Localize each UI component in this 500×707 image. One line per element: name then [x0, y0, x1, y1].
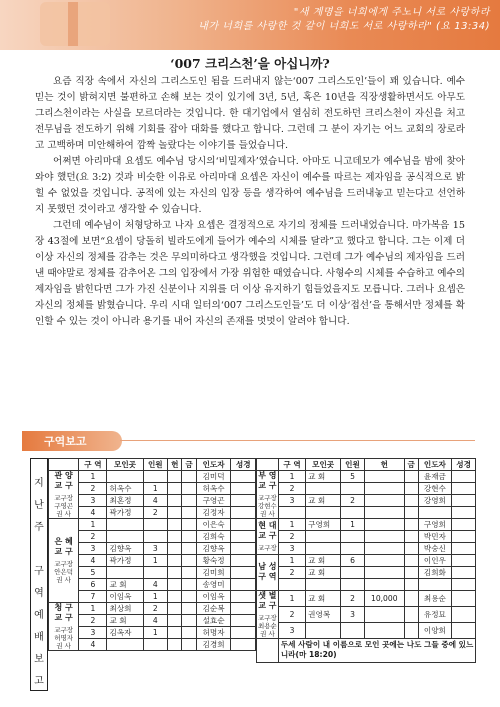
- table-row: [49, 555, 256, 567]
- table-cell: [182, 495, 196, 507]
- table-cell: [364, 567, 404, 579]
- table-cell: 5: [79, 567, 107, 579]
- table-cell: 7: [79, 591, 107, 603]
- table-cell: 곽가정: [107, 507, 143, 519]
- table-cell: [452, 507, 476, 519]
- table-cell: [364, 471, 404, 483]
- table-cell: [404, 567, 418, 579]
- table-row: [49, 519, 256, 531]
- table-cell: 2: [341, 495, 365, 507]
- table-row: [257, 579, 476, 591]
- table-cell: [306, 579, 341, 591]
- table-header-cell: 금: [182, 459, 196, 471]
- table-cell: [182, 483, 196, 495]
- table-cell: [364, 495, 404, 507]
- table-cell: [168, 627, 182, 639]
- table-header-cell: 성경: [452, 459, 476, 471]
- table-cell: [404, 606, 418, 622]
- table-cell: [231, 591, 256, 603]
- table-cell: 김정자: [196, 507, 231, 519]
- table-cell: 김순복: [196, 603, 231, 615]
- table-cell: [168, 507, 182, 519]
- table-cell: [452, 622, 476, 638]
- table-row: [49, 507, 256, 519]
- group-leader: 교구장 구영곤 권 사: [54, 494, 74, 518]
- table-cell: [168, 543, 182, 555]
- table-cell: [306, 543, 341, 555]
- table-cell: [306, 622, 341, 638]
- table-cell: 5: [341, 471, 365, 483]
- table-row: [49, 615, 256, 627]
- table-cell: [182, 519, 196, 531]
- table-cell: [168, 603, 182, 615]
- table-cell: 2: [278, 606, 305, 622]
- group-name: 부 영 교 구: [258, 471, 277, 490]
- table-header-cell: 인원: [341, 459, 365, 471]
- table-cell: [306, 531, 341, 543]
- table-cell: 강현수: [418, 483, 452, 495]
- table-cell: [168, 579, 182, 591]
- table-cell: [143, 471, 168, 483]
- table-cell: 송영미: [196, 579, 231, 591]
- table-header-cell: 구 역: [79, 459, 107, 471]
- paragraph-3: 그런데 예수님이 처형당하고 나자 요셉은 결정적으로 자기의 정체를 드러내었습니다. 마가복음 15장 43절에 보면“요셉이 당돌히 빌라도에게 들어가 예수의 시체를 달라”고 했다고 합니다. 그는 이제 더 이상 자신의 정체를 감추는 것은 무의미하다고 생각했을 것입니다. 그런데 그가 예수님의 제자임을 드러낸 때야말로 정체를 감추어온 그의 입장에서 가장 위험한 때였습니다. 사형수의 시체를 수습하고 예수의 제자임을 밝힌다면 그가 가진 신분이나 지위를 더 이상 유지하기 힘들었을지도 모릅니다. 그러나 요셉은 자신의 정체를 밝혔습니다. 우리 시대 일터의‘007 그리스도인들’도 더 이상‘접선’을 통해서만 정체를 확인할 수 있는 것이 아니라 용기를 내어 자신의 존재를 멋멋이 알려야 합니다.: [35, 220, 465, 327]
- table-cell: [364, 519, 404, 531]
- group-leader: 교구장: [258, 544, 277, 552]
- group-name: 샛 별 교 구: [258, 590, 277, 610]
- table-cell: 2: [79, 483, 107, 495]
- table-row: [49, 567, 256, 579]
- section-divider: [120, 440, 475, 441]
- table-cell: [107, 471, 143, 483]
- table-cell: [231, 555, 256, 567]
- table-cell: 김희화: [418, 567, 452, 579]
- table-cell: [168, 567, 182, 579]
- group-cell: [257, 590, 279, 638]
- table-cell: [418, 507, 452, 519]
- group-cell: [257, 555, 279, 591]
- group-name: 청 구 교 구: [54, 603, 73, 622]
- table-cell: [231, 615, 256, 627]
- table-cell: 6: [79, 579, 107, 591]
- table-cell: [452, 495, 476, 507]
- table-cell: 3: [341, 606, 365, 622]
- table-cell: 2: [79, 531, 107, 543]
- table-cell: [404, 495, 418, 507]
- table-cell: [364, 622, 404, 638]
- table-cell: 허옥수: [107, 483, 143, 495]
- table-cell: [341, 531, 365, 543]
- table-cell: [168, 471, 182, 483]
- table-cell: [182, 615, 196, 627]
- table-cell: [182, 531, 196, 543]
- vertical-label-char: 보: [34, 654, 44, 665]
- table-cell: 1: [143, 483, 168, 495]
- table-cell: [404, 622, 418, 638]
- table-cell: 윤재금: [418, 471, 452, 483]
- table-cell: 설효순: [196, 615, 231, 627]
- table-cell: 유정묘: [418, 606, 452, 622]
- table-cell: 박민자: [418, 531, 452, 543]
- table-row: [49, 579, 256, 591]
- table-cell: [404, 519, 418, 531]
- header-verse: [160, 6, 490, 34]
- table-cell: [341, 543, 365, 555]
- table-cell: [364, 579, 404, 591]
- verse-line-1: "새 계명을 너희에게 주노니 서로 사랑하라: [293, 7, 490, 18]
- table-cell: 최용순: [418, 590, 452, 606]
- table-cell: 교 회: [306, 471, 341, 483]
- table-cell: [231, 531, 256, 543]
- table-cell: 강영희: [418, 495, 452, 507]
- table-cell: 허옥수: [196, 483, 231, 495]
- table-row: [49, 531, 256, 543]
- table-cell: 교 회: [306, 567, 341, 579]
- table-cell: [182, 567, 196, 579]
- table-cell: [168, 555, 182, 567]
- table-cell: [341, 579, 365, 591]
- table-cell: [231, 567, 256, 579]
- group-cell: [257, 471, 279, 519]
- table-cell: [452, 590, 476, 606]
- table-cell: 이임옥: [196, 591, 231, 603]
- table-cell: 3: [278, 495, 305, 507]
- table-header-cell: 인도자: [196, 459, 231, 471]
- table-cell: 10,000: [364, 590, 404, 606]
- table-cell: 구영희: [418, 519, 452, 531]
- table-cell: 2: [79, 615, 107, 627]
- table-cell: [452, 606, 476, 622]
- table-cell: [364, 555, 404, 567]
- table-cell: [231, 579, 256, 591]
- group-name: 은 혜 교 구: [54, 537, 73, 556]
- table-cell: [168, 639, 182, 651]
- table-cell: [231, 495, 256, 507]
- table-cell: 2: [143, 507, 168, 519]
- table-cell: 1: [143, 555, 168, 567]
- table-cell: 3: [278, 622, 305, 638]
- table-cell: [107, 519, 143, 531]
- table-cell: 4: [79, 555, 107, 567]
- section-header: [22, 431, 122, 451]
- table-cell: 6: [341, 555, 365, 567]
- table-cell: [182, 639, 196, 651]
- table-cell: 교 회: [107, 615, 143, 627]
- group-cell: [49, 519, 79, 603]
- table-cell: 이인우: [418, 555, 452, 567]
- table-row: [49, 483, 256, 495]
- group-name: 관 양 교 구: [54, 471, 73, 490]
- table-cell: [341, 567, 365, 579]
- table-row: [49, 471, 256, 483]
- table-cell: [364, 543, 404, 555]
- vertical-label-char: 역: [34, 588, 44, 599]
- table-cell: 4: [79, 507, 107, 519]
- table-cell: [452, 531, 476, 543]
- table-cell: [182, 471, 196, 483]
- table-cell: [231, 507, 256, 519]
- table-row: [257, 555, 476, 567]
- vertical-label-char: 예: [34, 610, 44, 621]
- table-cell: 이임옥: [107, 591, 143, 603]
- table-cell: [404, 543, 418, 555]
- table-cell: [231, 483, 256, 495]
- table-row: [257, 531, 476, 543]
- table-cell: [182, 603, 196, 615]
- table-cell: [452, 579, 476, 591]
- paragraph-1: 요즘 직장 속에서 자신의 그리스도인 됨을 드러내지 않는‘007 그리스도인’들이 꽤 있습니다. 예수 믿는 것이 밝혀지면 불편하고 손해 보는 것이 있기에 3년, 5년, 혹은 10년을 직장생활하면서도 아무도 그리스천이라는 사실을 모르더라는 것입니다. 한 대기업에서 열심히 전도하던 크리스천이 자신을 처고 전무님을 전도하기 위해 기회를 잡아 대화를 했다고 합니다. 그런데 그 분이 자기는 어느 교회의 장로라고 고백하며 미안해하여 깜짝 놀랐다는 이야기를 들었습니다.: [35, 76, 465, 151]
- table-cell: [278, 579, 305, 591]
- table-cell: [452, 555, 476, 567]
- table-row: [257, 567, 476, 579]
- paragraph-2: 어쩌면 아리마대 요셉도 예수님 당시의‘비밀제자’였습니다. 아마도 니고데모가 예수님을 밤에 찾아와야 했던(요 3:2) 것과 비슷한 이유로 아리마대 요셉은 자신이 예수를 따르는 제자임을 공식적으로 밝힐 수 없었을 것입니다. 공적에 있는 자신의 입장 등을 생각하여 예수님을 드러내놓고 믿는다고 선언하지 못했던 것이라고 생각할 수 있습니다.: [35, 156, 465, 215]
- table-cell: [452, 567, 476, 579]
- group-cell: [49, 603, 79, 651]
- table-row: [49, 543, 256, 555]
- group-leader: 교구장 허명자 권 사: [54, 626, 74, 650]
- table-cell: 교 회: [107, 579, 143, 591]
- table-cell: 교 회: [306, 590, 341, 606]
- table-header-row: [49, 459, 256, 471]
- table-header-cell: [49, 459, 79, 471]
- table-header-cell: 헌: [364, 459, 404, 471]
- table-cell: [231, 519, 256, 531]
- group-cell: [257, 519, 279, 555]
- table-header-cell: 성경: [231, 459, 256, 471]
- table-row: [49, 627, 256, 639]
- table-row: [257, 519, 476, 531]
- table-cell: [306, 507, 341, 519]
- table-cell: [452, 471, 476, 483]
- table-cell: [341, 622, 365, 638]
- table-cell: [231, 603, 256, 615]
- table-cell: 허명자: [196, 627, 231, 639]
- table-cell: 1: [278, 555, 305, 567]
- table-footer-row: [257, 638, 476, 662]
- table-cell: 3: [143, 543, 168, 555]
- table-header-cell: [257, 459, 279, 471]
- table-cell: [231, 543, 256, 555]
- table-cell: [404, 471, 418, 483]
- table-cell: 교 회: [306, 495, 341, 507]
- table-cell: 교 회: [306, 555, 341, 567]
- left-report-table: [48, 458, 256, 651]
- table-cell: [107, 531, 143, 543]
- group-leader: 교구장 최용순 권 사: [258, 613, 277, 638]
- table-header-cell: 금: [404, 459, 418, 471]
- table-cell: [231, 627, 256, 639]
- group-leader: 교구장 강현수 권 사: [258, 494, 277, 518]
- table-cell: 구영희: [306, 519, 341, 531]
- table-header-cell: 인원: [143, 459, 168, 471]
- table-cell: [143, 531, 168, 543]
- table-cell: [231, 639, 256, 651]
- table-cell: [231, 471, 256, 483]
- table-row: [257, 590, 476, 606]
- table-header-cell: 헌: [168, 459, 182, 471]
- table-header-cell: 모인곳: [107, 459, 143, 471]
- vertical-label-char: 구: [34, 566, 44, 577]
- table-cell: 김미희: [196, 567, 231, 579]
- table-cell: [182, 543, 196, 555]
- table-cell: [452, 483, 476, 495]
- table-row: [49, 591, 256, 603]
- table-cell: [404, 590, 418, 606]
- table-cell: [168, 495, 182, 507]
- table-cell: 김경희: [196, 639, 231, 651]
- table-cell: [452, 543, 476, 555]
- table-row: [49, 495, 256, 507]
- group-name: 현 대 교 구: [258, 521, 277, 540]
- table-row: [257, 622, 476, 638]
- table-row: [257, 483, 476, 495]
- header-banner: [0, 0, 500, 50]
- table-cell: [306, 483, 341, 495]
- table-cell: [168, 531, 182, 543]
- table-cell: [278, 507, 305, 519]
- table-cell: 박숭신: [418, 543, 452, 555]
- table-cell: 3: [79, 543, 107, 555]
- table-cell: [182, 555, 196, 567]
- table-cell: [182, 507, 196, 519]
- table-cell: 김옥자: [107, 627, 143, 639]
- group-cell: [49, 471, 79, 519]
- table-cell: 1: [79, 471, 107, 483]
- table-cell: [107, 639, 143, 651]
- table-cell: [168, 591, 182, 603]
- table-cell: [168, 483, 182, 495]
- footer-group-cell: [257, 638, 279, 662]
- table-cell: [404, 507, 418, 519]
- table-cell: 3: [278, 543, 305, 555]
- table-cell: [364, 507, 404, 519]
- table-header-cell: 구 역: [278, 459, 305, 471]
- table-row: [257, 495, 476, 507]
- group-leader: 교구장 안은덕 권 사: [54, 560, 74, 584]
- table-cell: 1: [143, 627, 168, 639]
- ribbon-illustration: [68, 2, 78, 46]
- table-cell: 이은숙: [196, 519, 231, 531]
- vertical-label-char: 배: [34, 632, 44, 643]
- table-row: [49, 639, 256, 651]
- table-cell: 김미덕: [196, 471, 231, 483]
- table-row: [257, 606, 476, 622]
- table-cell: 1: [278, 471, 305, 483]
- table-cell: 김향옥: [196, 543, 231, 555]
- vertical-label-box: [30, 458, 48, 691]
- table-cell: [341, 507, 365, 519]
- verse-line-2: 내가 너희를 사랑한 것 같이 너희도 서로 사랑하라" (요 13:34): [198, 21, 490, 32]
- table-cell: 1: [278, 519, 305, 531]
- table-cell: 4: [143, 615, 168, 627]
- table-cell: 2: [278, 567, 305, 579]
- table-cell: 2: [278, 531, 305, 543]
- table-cell: [404, 483, 418, 495]
- table-cell: [418, 579, 452, 591]
- table-cell: 1: [278, 590, 305, 606]
- table-cell: 4: [143, 495, 168, 507]
- table-cell: 곽가정: [107, 555, 143, 567]
- table-cell: [182, 627, 196, 639]
- table-header-cell: 모인곳: [306, 459, 341, 471]
- table-cell: [182, 591, 196, 603]
- table-row: [49, 603, 256, 615]
- vertical-label-char: 지: [34, 478, 44, 489]
- article-body: [35, 74, 465, 330]
- table-cell: [404, 555, 418, 567]
- table-cell: [168, 519, 182, 531]
- table-cell: [364, 483, 404, 495]
- table-cell: 3: [79, 495, 107, 507]
- table-cell: 2: [143, 603, 168, 615]
- table-cell: [364, 606, 404, 622]
- table-cell: [452, 519, 476, 531]
- table-cell: 2: [341, 590, 365, 606]
- table-cell: 황숙정: [196, 555, 231, 567]
- table-cell: 1: [79, 603, 107, 615]
- table-cell: 최혼정: [107, 495, 143, 507]
- table-cell: 권영복: [306, 606, 341, 622]
- table-cell: [143, 519, 168, 531]
- table-cell: 1: [143, 591, 168, 603]
- vertical-label-char: 주: [34, 522, 44, 533]
- table-cell: [364, 531, 404, 543]
- table-cell: 4: [143, 579, 168, 591]
- table-header-cell: 인도자: [418, 459, 452, 471]
- table-cell: 3: [79, 627, 107, 639]
- table-cell: 구영곤: [196, 495, 231, 507]
- table-cell: 최상희: [107, 603, 143, 615]
- vertical-label-char: 고: [34, 676, 44, 687]
- table-cell: [143, 567, 168, 579]
- table-cell: [182, 579, 196, 591]
- table-row: [257, 543, 476, 555]
- article-title: ‘007 크리스천’을 아십니까?: [170, 56, 330, 71]
- table-cell: [404, 531, 418, 543]
- table-row: [257, 471, 476, 483]
- table-cell: [168, 615, 182, 627]
- table-cell: [107, 567, 143, 579]
- section-label: 구역보고: [44, 435, 87, 448]
- table-cell: 1: [341, 519, 365, 531]
- table-cell: 김희숙: [196, 531, 231, 543]
- table-header-row: [257, 459, 476, 471]
- table-cell: [143, 639, 168, 651]
- right-report-table: [256, 458, 476, 663]
- table-row: [257, 507, 476, 519]
- vertical-label-char: 난: [34, 500, 44, 511]
- table-cell: 2: [278, 483, 305, 495]
- table-cell: 김향옥: [107, 543, 143, 555]
- table-cell: 1: [79, 519, 107, 531]
- table-cell: 4: [79, 639, 107, 651]
- table-cell: [404, 579, 418, 591]
- footer-verse: 두세 사람이 내 이름으로 모인 곳에는 나도 그들 중에 있느니라(마 18:20): [278, 638, 475, 662]
- table-cell: [341, 483, 365, 495]
- table-cell: 이양희: [418, 622, 452, 638]
- group-name: 남 성 구 역: [258, 562, 277, 582]
